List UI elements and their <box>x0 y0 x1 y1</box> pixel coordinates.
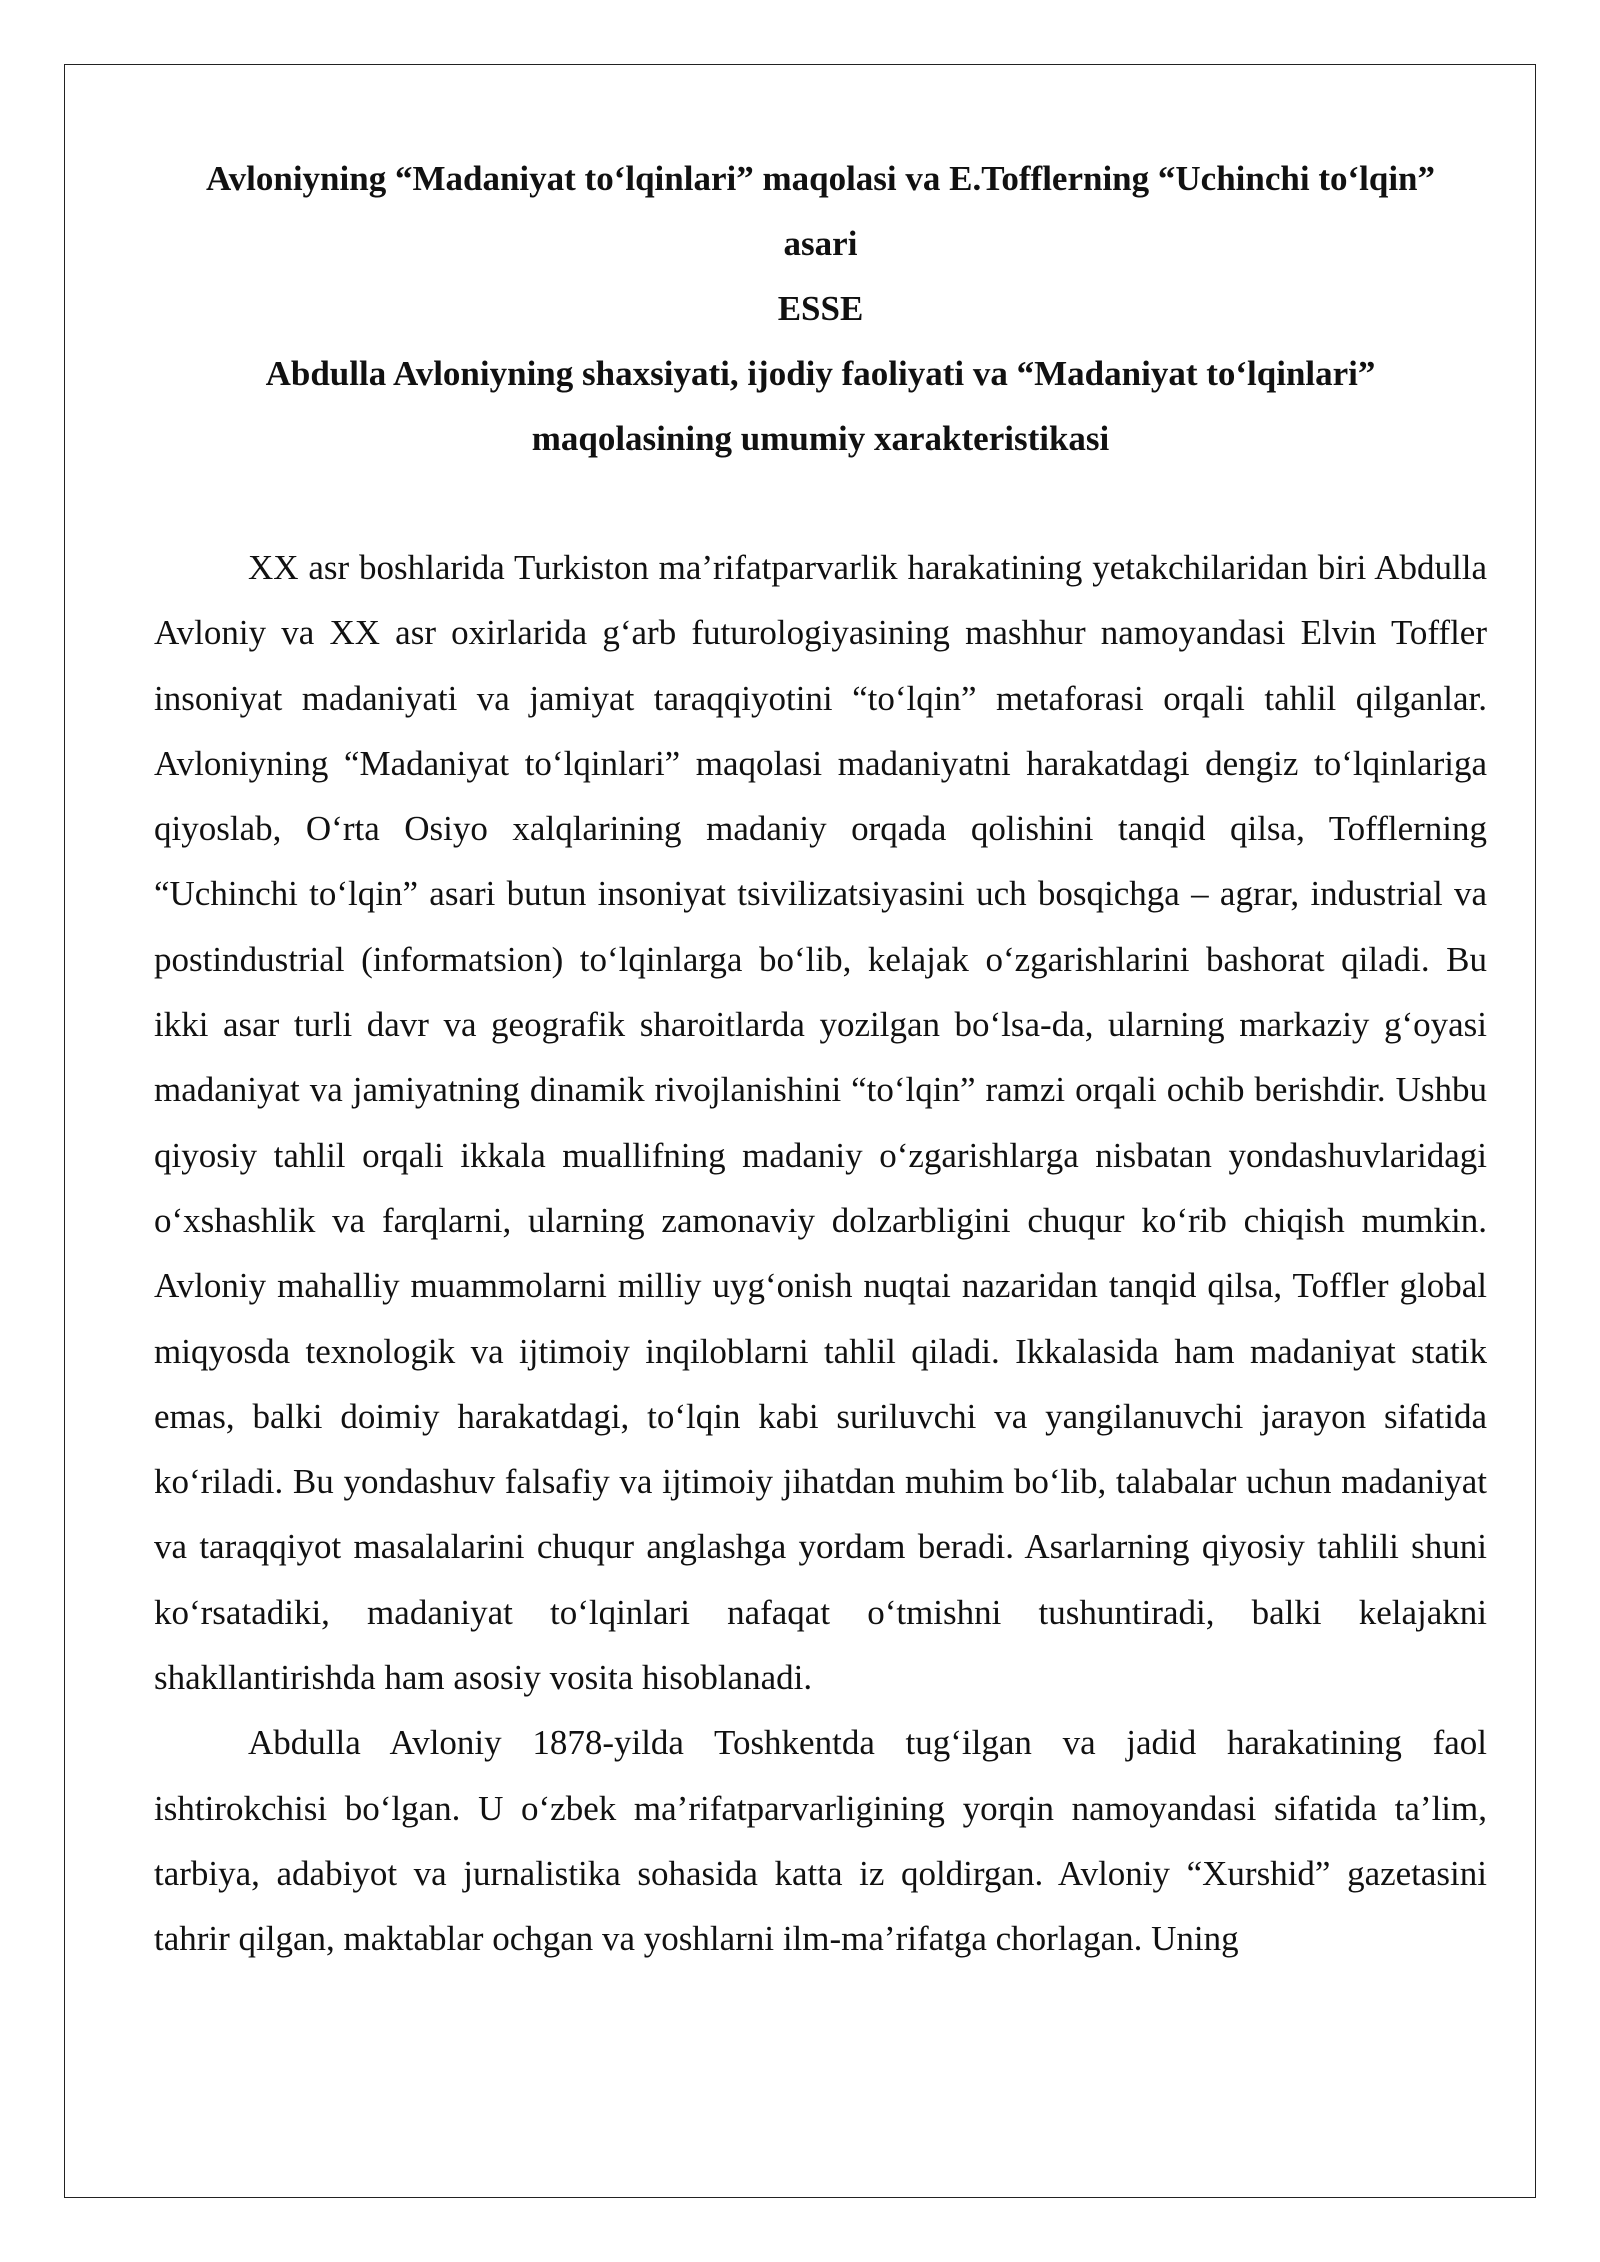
paragraph-2: Abdulla Avloniy 1878-yilda Toshkentda tug‘ilgan va jadid harakatining faol ishtirokchisi bo‘lgan. U o‘zbek ma’rifatparvarligining yorqin namoyandasi sifatida ta’lim, tarbiya, adabiyot va jurnalistika sohasida katta iz qoldirgan. Avloniy “Xurshid” gazetasini tahrir qilgan, maktablar ochgan va yoshlarni ilm-ma’rifatga chorlagan. Uning <box>154 1723 1487 1959</box>
document-body <box>154 146 1487 1972</box>
heading-spacer <box>154 471 1487 535</box>
title-line-1: Avloniyning “Madaniyat to‘lqinlari” maqolasi va E.Tofflerning “Uchinchi to‘lqin” <box>205 159 1436 198</box>
title-line-2: asari <box>783 224 858 263</box>
paragraph-1: XX asr boshlarida Turkiston ma’rifatparvarlik harakatining yetakchilaridan biri Abdulla Avloniy va XX asr oxirlarida g‘arb futurologiyasining mashhur namoyandasi Elvin Toffler insoniyat madaniyati va jamiyat taraqqiyotini “to‘lqin” metaforasi orqali tahlil qilganlar. Avloniyning “Madaniyat to‘lqinlari” maqolasi madaniyatni harakatdagi dengiz to‘lqinlariga qiyoslab, O‘rta Osiyo xalqlarining madaniy orqada qolishini tanqid qilsa, Tofflerning “Uchinchi to‘lqin” asari butun insoniyat tsivilizatsiyasini uch bosqichga – agrar, industrial va postindustrial (informatsion) to‘lqinlarga bo‘lib, kelajak o‘zgarishlarini bashorat qiladi. Bu ikki asar turli davr va geografik sharoitlarda yozilgan bo‘lsa-da, ularning markaziy g‘oyasi madaniyat va jamiyatning dinamik rivojlanishini “to‘lqin” ramzi orqali ochib berishdir. Ushbu qiyosiy tahlil orqali ikkala muallifning madaniy o‘zgarishlarga nisbatan yondashuvlaridagi o‘xshashlik va farqlarni, ularning zamonaviy dolzarbligini chuqur ko‘rib chiqish mumkin. Avloniy mahalliy muammolarni milliy uyg‘onish nuqtai nazaridan tanqid qilsa, Toffler global miqyosda texnologik va ijtimoiy inqiloblarni tahlil qiladi. Ikkalasida ham madaniyat statik emas, balki doimiy harakatdagi, to‘lqin kabi suriluvchi va yangilanuvchi jarayon sifatida ko‘riladi. Bu yondashuv falsafiy va ijtimoiy jihatdan muhim bo‘lib, talabalar uchun madaniyat va taraqqiyot masalalarini chuqur anglashga yordam beradi. Asarlarning qiyosiy tahlili shuni ko‘rsatadiki, madaniyat to‘lqinlari nafaqat o‘tmishni tushuntiradi, balki kelajakni shakllantirishda ham asosiy vosita hisoblanadi. <box>154 548 1487 1698</box>
subtitle-line-1: Abdulla Avloniyning shaxsiyati, ijodiy faoliyati va “Madaniyat to‘lqinlari” <box>265 354 1376 393</box>
essay-label: ESSE <box>777 289 864 328</box>
subtitle-line-2: maqolasining umumiy xarakteristikasi <box>531 419 1110 458</box>
